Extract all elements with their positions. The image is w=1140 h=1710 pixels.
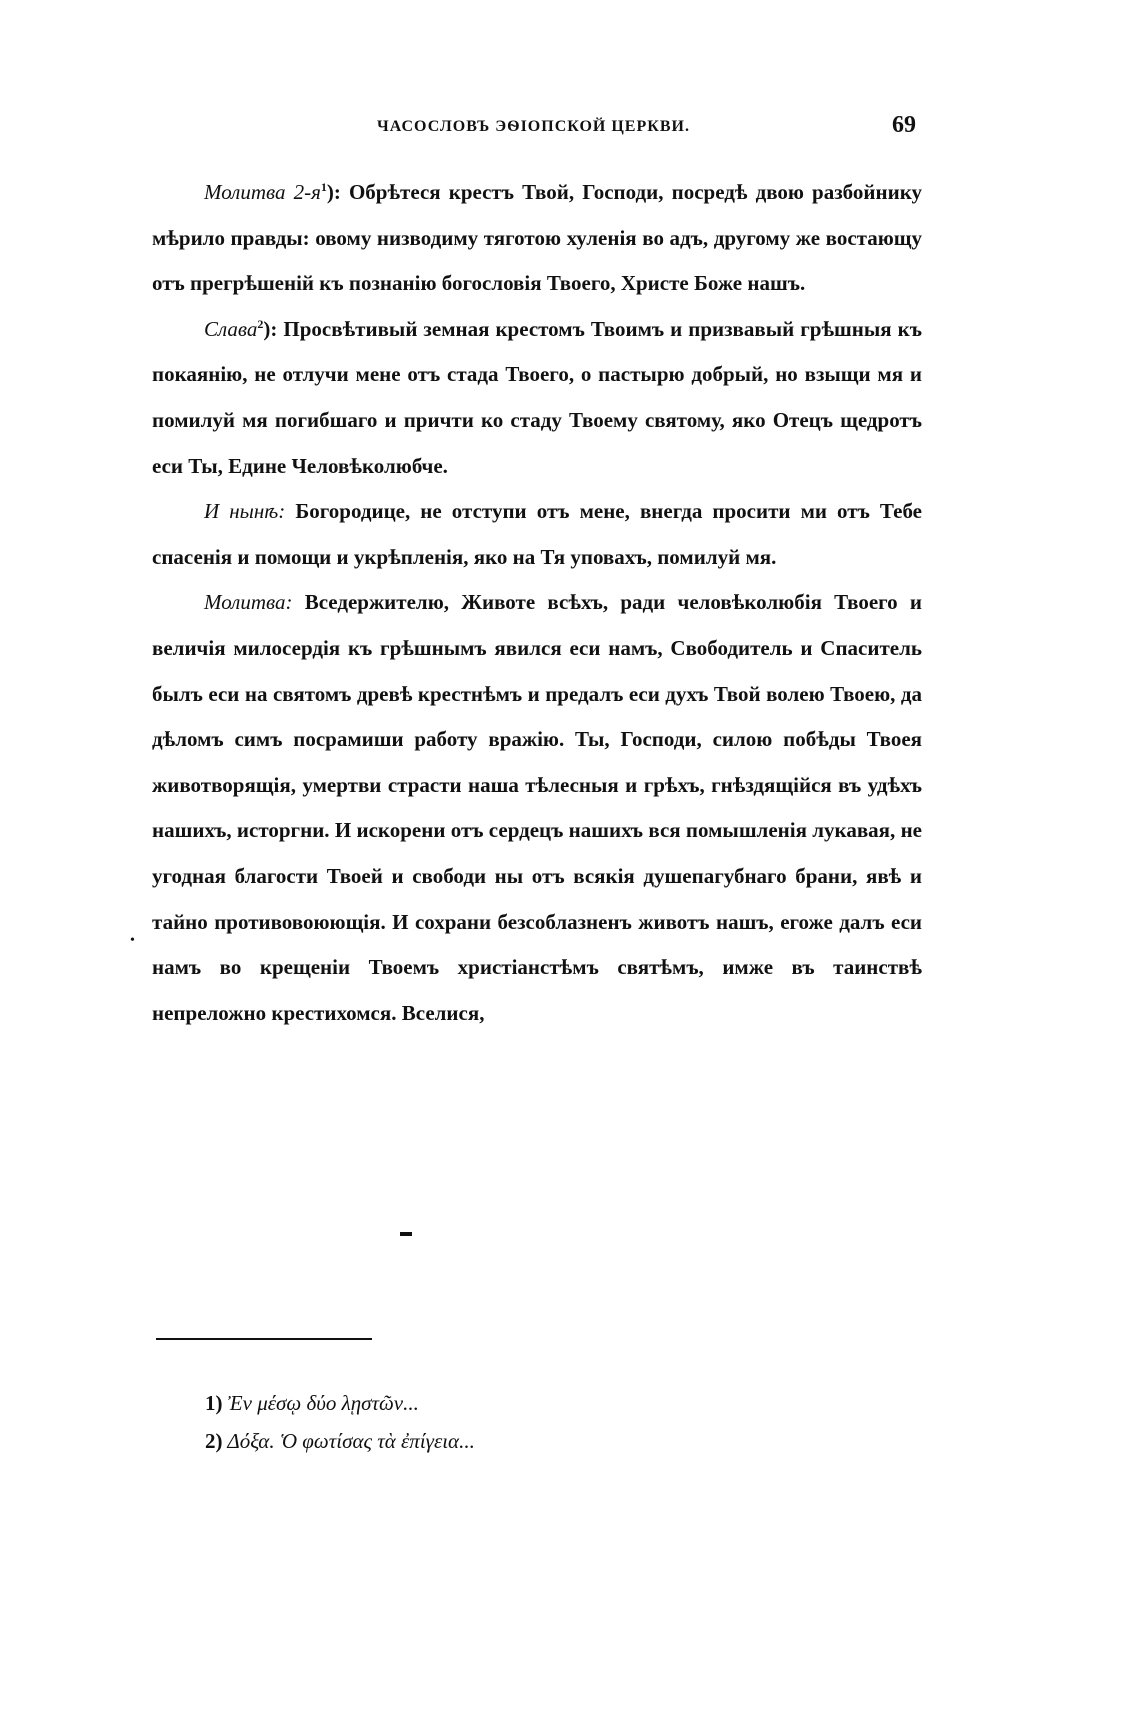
paragraph-lead: И нынѣ: [204,499,286,524]
footnote-2 [205,1422,805,1460]
footnote-1 [205,1384,805,1422]
paragraph-text: ): Просвѣтивый земная крестомъ Твоимъ и призвавый грѣшныя къ покаянію, не отлучи мене отъ стада Твоего, о пастырю добрый, но взыщи мя и помилуй мя погибшаго и причти ко стаду Твоему святому, яко Отецъ щедротъ еси Ты, Едине Человѣколюбче. [152,316,922,478]
paragraph-prayer [152,580,922,1036]
footnote-mark: 1) [205,1391,223,1415]
paragraph-prayer-2 [152,170,922,307]
paragraph-lead: Молитва 2-я [204,180,321,204]
footnote-text: Δόξα. Ὁ φωτίσας τὰ ἐπίγεια... [227,1429,475,1453]
stray-ink-mark [400,1232,412,1236]
footnotes [205,1384,805,1460]
running-header [155,112,920,146]
footnote-divider [156,1338,372,1340]
paragraph-lead: Молитва: [204,590,293,615]
body-text [152,170,922,1036]
footnote-text: Ἐν μέσῳ δύο λῃστῶν... [227,1391,419,1415]
paragraph-glory [152,307,922,489]
paragraph-text: Богородице, не отступи отъ мене, внегда просити ми отъ Тебе спасенія и помощи и укрѣпленія, яко на Тя уповахъ, помилуй мя. [152,499,922,569]
paragraph-lead: Слава [204,316,258,341]
paragraph-text: ): Обрѣтеся крестъ Твой, Господи, посредѣ двою разбойнику мѣрило правды: овому низводиму тяготою хуленія во адъ, другому же востающу отъ прегрѣшеній къ познанію богословія Твоего, Христе Боже нашъ. [152,180,922,296]
margin-mark: • [130,933,135,948]
footnote-reference: 2 [257,316,264,331]
page-number: 69 [892,112,916,138]
running-title: ЧАСОСЛОВЪ ЭѲІОПСКОЙ ЦЕРКВИ. [377,118,690,135]
footnote-mark: 2) [205,1429,223,1453]
paragraph-and-now [152,489,922,580]
paragraph-text: Вседержителю, Животе всѣхъ, ради человѣколюбія Твоего и величія милосердія къ грѣшнымъ явился еси намъ, Свободитель и Спаситель былъ еси на святомъ древѣ крестнѣмъ и предалъ еси духъ Твой волею Твоею, да дѣломъ симъ посрамиши работу вражію. Ты, Господи, силою побѣды Твоея животворящія, умертви страсти наша тѣлесныя и грѣхъ, гнѣздящійся въ удѣхъ нашихъ, исторгни. И искорени отъ сердецъ нашихъ вся помышленія лукавая, не угодная благости Твоей и свободи ны отъ всякія душепагубнаго брани, явѣ и тайно противовоюющія. И сохрани безсоблазненъ животъ нашъ, егоже далъ еси намъ во крещеніи Твоемъ христіанстѣмъ святѣмъ, имже въ таинствѣ непреложно крестихомся. Вселися, [152,590,922,1025]
footnote-reference: 1 [320,180,327,194]
